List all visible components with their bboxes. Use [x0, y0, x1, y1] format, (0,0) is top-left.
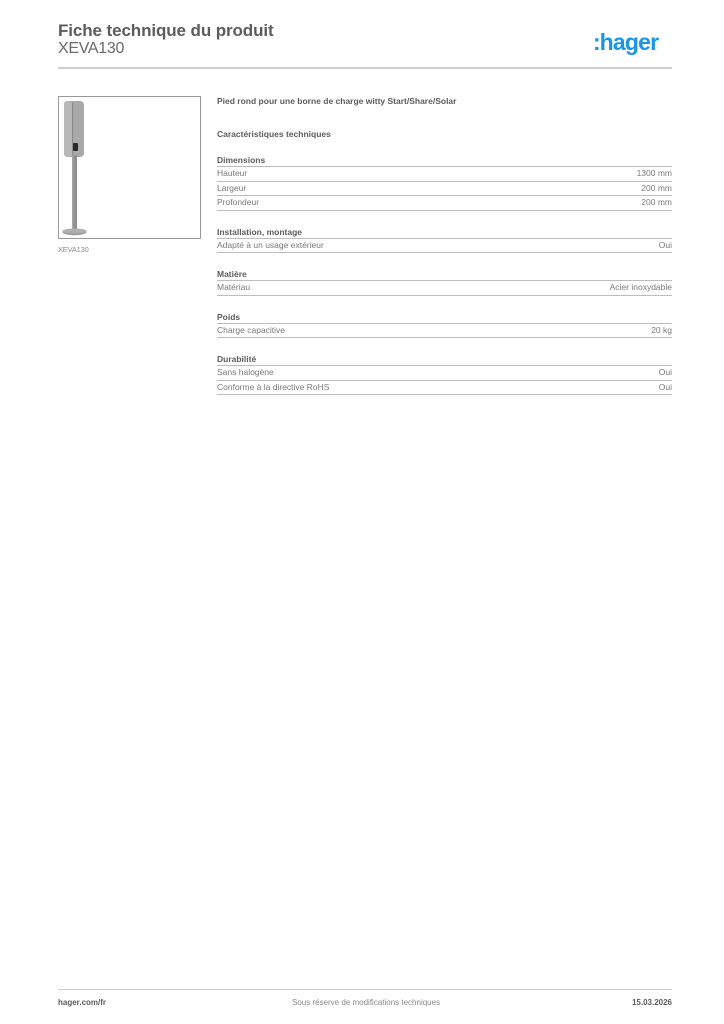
spec-row	[217, 167, 672, 182]
product-reference: XEVA130	[58, 40, 125, 57]
spec-value: 200 mm	[641, 197, 672, 208]
spec-row	[217, 182, 672, 197]
page-title: Fiche technique du produit	[58, 21, 274, 40]
spec-group-title: Installation, montage	[217, 226, 672, 239]
spec-row	[217, 366, 672, 381]
spec-value: Oui	[658, 381, 672, 392]
spec-value: 20 kg	[651, 324, 672, 335]
specs-section-title: Caractéristiques techniques	[217, 129, 331, 139]
product-description: Pied rond pour une borne de charge witty Start/Share/Solar	[217, 96, 457, 106]
spec-row	[217, 381, 672, 396]
spec-group-title: Dimensions	[217, 154, 672, 167]
spec-group-weight	[217, 311, 672, 339]
logo-text: hager	[599, 29, 659, 55]
spec-label: Largeur	[217, 182, 247, 193]
spec-row	[217, 281, 672, 296]
spec-value: Oui	[658, 367, 672, 378]
spec-label: Matériau	[217, 282, 251, 293]
spec-label: Adapté à un usage extérieur	[217, 239, 324, 250]
product-image	[58, 96, 201, 239]
spec-label: Hauteur	[217, 168, 248, 179]
hager-logo	[593, 28, 658, 56]
spec-group-material	[217, 268, 672, 296]
spec-content	[217, 95, 672, 395]
spec-row	[217, 196, 672, 211]
spec-group-dimensions	[217, 154, 672, 211]
logo-colon: :	[593, 29, 600, 55]
spec-group-durability	[217, 353, 672, 395]
footer-divider	[58, 989, 672, 990]
spec-group-title: Matière	[217, 268, 672, 281]
spec-label: Profondeur	[217, 197, 260, 208]
footer-website-link[interactable]: hager.com/fr	[58, 998, 107, 1007]
footer-disclaimer: Sous réserve de modifications techniques	[292, 998, 441, 1007]
product-image-caption: XEVA130	[58, 245, 89, 254]
spec-row	[217, 324, 672, 339]
spec-value: Oui	[658, 239, 672, 250]
spec-value: 200 mm	[641, 182, 672, 193]
spec-label: Sans halogène	[217, 367, 274, 378]
spec-value: Acier inoxydable	[609, 282, 672, 293]
spec-label: Charge capacitive	[217, 324, 286, 335]
spec-row	[217, 239, 672, 254]
spec-group-installation	[217, 226, 672, 254]
spec-group-title: Poids	[217, 311, 672, 324]
spec-value: 1300 mm	[636, 168, 672, 179]
footer-date: 15.03.2026	[631, 998, 672, 1007]
spec-group-title: Durabilité	[217, 353, 672, 366]
header-divider	[58, 67, 672, 69]
charging-pedestal-icon	[59, 97, 202, 240]
spec-label: Conforme à la directive RoHS	[217, 381, 330, 392]
